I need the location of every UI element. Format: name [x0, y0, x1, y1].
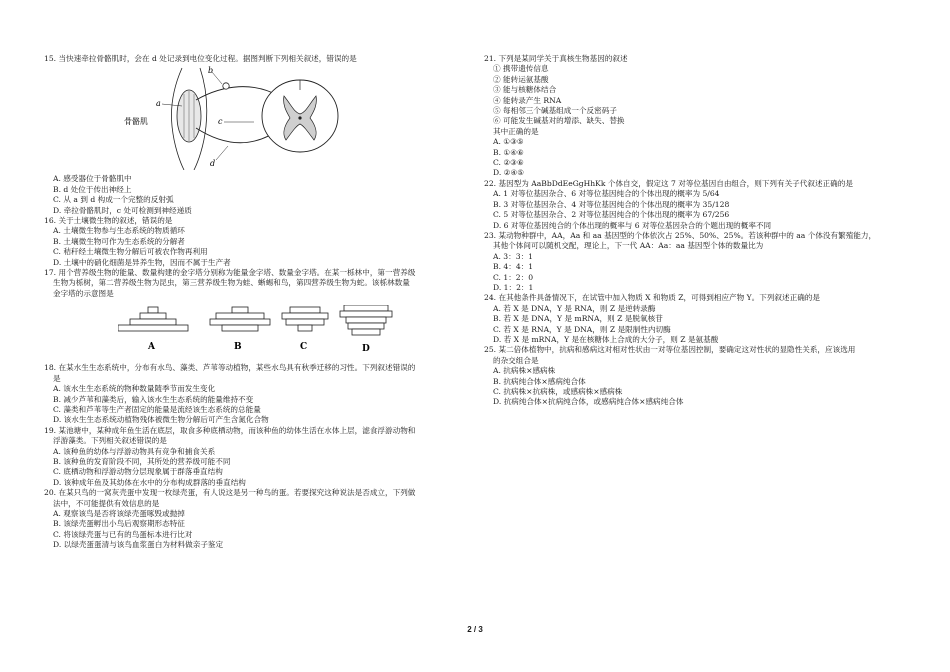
q16-option-b: B. 土壤微生物可作为生态系统的分解者 — [53, 236, 185, 246]
label-b: b — [208, 66, 214, 76]
question-24-stem: 24. 在其他条件具备情况下，在试管中加入物质 X 和物质 Z，可得到相应产物 Y。下列叙述正确的是 — [484, 293, 820, 303]
question-19 — [44, 426, 449, 488]
q25-option-a: A. 抗病株×感病株 — [493, 366, 556, 376]
question-18-stem-line-1: 18. 在某水生生态系统中，分布有水鸟、藻类、芦苇等动植物，某些水鸟具有秋季迁移的习性。下列叙述错误的 — [44, 363, 416, 373]
q24-option-c: C. 若 X 是 RNA，Y 是 DNA，则 Z 是限制性内切酶 — [493, 324, 671, 334]
label-d: d — [210, 159, 216, 169]
q21-statement-4: ④ 能转录产生 RNA — [493, 95, 562, 105]
q21-statement-5: ⑤ 每相邻三个碱基组成一个反密码子 — [493, 106, 617, 116]
q21-statement-6: ⑥ 可能发生碱基对的增添、缺失、替换 — [493, 116, 625, 126]
question-17-stem-line-2: 生物为栎树，第二营养级生物为昆虫，第三营养级生物为蛙、蜥蜴和鸟，第四营养级生物为蛇。该栎林数量 — [53, 278, 410, 288]
q22-option-b: B. 3 对等位基因杂合、4 对等位基因纯合的个体出现的概率为 35/128 — [493, 199, 730, 209]
ganglion-shape — [223, 83, 229, 89]
left-column — [44, 54, 449, 551]
q19-option-b: B. 该种鱼的发育阶段不同，其所处的营养级可能不同 — [53, 456, 231, 466]
pyramid-label-a: A — [148, 342, 155, 353]
pyramid-options-figure — [118, 305, 449, 355]
question-23-stem-line-2: 其他个体间可以随机交配，理论上，下一代 AA：Aa：aa 基因型个体的数量比为 — [493, 241, 764, 251]
question-15-stem: 15. 当快速牵拉骨骼肌时，会在 d 处记录到电位变化过程。据图判断下列相关叙述，错误的是 — [44, 54, 357, 63]
q20-option-b: B. 该绿壳蛋孵出小鸟后观察期形态特征 — [53, 519, 185, 529]
reflex-arc-figure — [104, 66, 449, 170]
q15-option-c: C. 从 a 到 d 构成一个完整的反射弧 — [53, 195, 174, 205]
pyramid-d — [340, 305, 392, 335]
pyramid-diagrams — [118, 305, 398, 355]
q21-statement-3: ③ 能与核糖体结合 — [493, 85, 557, 95]
q22-option-a: A. 1 对等位基因杂合、6 对等位基因纯合的个体出现的概率为 5/64 — [493, 189, 720, 199]
q19-option-d: D. 该种成年鱼及其幼体在水中的分布构成群落的垂直结构 — [53, 477, 246, 487]
q25-option-d: D. 抗病纯合体×抗病纯合体，或感病纯合体×感病纯合体 — [493, 397, 684, 407]
question-18-stem-line-2: 是 — [53, 373, 61, 383]
q18-option-d: D. 该水生生态系统动植物残体被微生物分解后可产生含氮化合物 — [53, 415, 269, 425]
q18-option-c: C. 藻类和芦苇等生产者固定的能量是流经该生态系统的总能量 — [53, 404, 261, 414]
q25-option-c: C. 抗病株×抗病株，或感病株×感病株 — [493, 387, 623, 396]
q22-option-c: C. 5 对等位基因杂合、2 对等位基因纯合的个体出现的概率为 67/256 — [493, 210, 730, 220]
q21-statement-2: ② 能转运氨基酸 — [493, 74, 549, 84]
q19-option-a: A. 该种鱼的幼体与浮游动物具有竞争和捕食关系 — [53, 446, 216, 456]
q25-option-b: B. 抗病纯合体×感病纯合体 — [493, 376, 586, 386]
question-20-stem-line-2: 法中，不可能提供有效信息的是 — [53, 498, 160, 508]
question-15 — [44, 54, 449, 216]
q18-option-b: B. 减少芦苇和藻类后，输入该水生生态系统的能量维持不变 — [53, 394, 254, 404]
question-21 — [484, 54, 904, 179]
q16-option-d: D. 土壤中的硝化细菌是异养生物，因而不属于生产者 — [53, 257, 231, 267]
question-17-stem-line-3: 金字塔的示意图是 — [53, 288, 114, 298]
q21-lead: 其中正确的是 — [493, 126, 539, 136]
question-18 — [44, 363, 449, 425]
pyramid-b — [210, 307, 270, 331]
q23-option-b: B. 4：4：1 — [493, 262, 534, 272]
question-21-stem: 21. 下列是某同学关于真核生物基因的叙述 — [484, 54, 628, 63]
question-20-stem-line-1: 20. 在某只鸟的一窝灰壳蛋中发现一枚绿壳蛋，有人说这是另一种鸟的蛋。若要探究这种说法是否成立，下列做 — [44, 488, 416, 498]
question-25 — [484, 345, 904, 407]
question-22-stem: 22. 基因型为 AaBbDdEeGgHhKk 个体自交，假定这 7 对等位基因自由组合，则下列有关子代叙述正确的是 — [484, 178, 853, 188]
q22-option-d: D. 6 对等位基因纯合的个体出现的概率与 6 对等位基因杂合的个题出现的概率不同 — [493, 220, 772, 230]
q24-option-b: B. 若 X 是 DNA，Y 是 mRNA，则 Z 是脱氧核苷 — [493, 314, 663, 324]
question-25-stem-line-1: 25. 某二倍体植物中，抗病和感病这对相对性状由一对等位基因控制，要确定这对性状的显隐性关系，应该选用 — [484, 345, 856, 355]
q20-option-a: A. 观察该鸟是否将该绿壳蛋啄毁或抛掉 — [53, 508, 185, 518]
q23-option-d: D. 1：2：1 — [493, 282, 534, 292]
label-muscle: 骨骼肌 — [124, 117, 148, 127]
question-25-stem-line-2: 的杂交组合是 — [493, 355, 539, 365]
label-a: a — [156, 99, 161, 109]
skeletal-muscle-shape — [171, 68, 206, 170]
pyramid-label-b: B — [234, 342, 242, 353]
q21-statement-1: ① 携带遗传信息 — [493, 64, 549, 74]
question-17-stem-line-1: 17. 用个营养级生物的能量、数量构建的金字塔分别称为能量金字塔、数量金字塔。在某一栎林中，第一营养级 — [44, 268, 416, 278]
q24-option-d: D. 若 X 是 mRNA，Y 是在核糖体上合成的大分子，则 Z 是氨基酸 — [493, 334, 719, 344]
pyramid-a — [118, 307, 188, 331]
pyramid-label-d: D — [362, 344, 370, 355]
label-c: c — [218, 117, 223, 127]
question-16 — [44, 216, 449, 268]
q21-option-c: C. ②③⑥ — [493, 158, 524, 168]
question-23 — [484, 231, 904, 293]
q16-option-c: C. 秸秆经土壤微生物分解后可被农作物再利用 — [53, 247, 208, 257]
question-20 — [44, 488, 449, 550]
question-17 — [44, 268, 449, 355]
q21-option-a: A. ①③⑤ — [493, 137, 524, 147]
question-16-stem: 16. 关于土壤微生物的叙述，错误的是 — [44, 216, 173, 226]
spinal-cord-shape — [262, 80, 338, 152]
q20-option-c: C. 将该绿壳蛋与已有的鸟蛋标本进行比对 — [53, 529, 193, 539]
question-23-stem-line-1: 23. 某动物种群中，AA，Aa 和 aa 基因型的个体依次占 25%、50%、25%。若该种群中的 aa 个体没有繁殖能力， — [484, 230, 877, 240]
pyramid-label-c: C — [300, 342, 308, 353]
q16-option-a: A. 土壤微生物参与生态系统的物质循环 — [53, 226, 185, 236]
reflex-arc-diagram — [104, 66, 344, 170]
q21-option-d: D. ②④⑤ — [493, 168, 525, 178]
q15-option-b: B. d 处位于传出神经上 — [53, 184, 132, 194]
right-column — [484, 54, 904, 408]
page-number: 2 / 3 — [467, 625, 483, 634]
question-24 — [484, 293, 904, 345]
q15-option-a: A. 感受器位于骨骼肌中 — [53, 174, 132, 184]
question-19-stem-line-2: 浮游藻类。下列相关叙述错误的是 — [53, 436, 167, 446]
q20-option-d: D. 以绿壳蛋蛋清与该鸟血浆蛋白为材料做亲子鉴定 — [53, 540, 224, 550]
q19-option-c: C. 底栖动物和浮游动物分层现象属于群落垂直结构 — [53, 467, 223, 477]
pyramid-c — [282, 307, 328, 331]
q18-option-a: A. 该水生生态系统的物种数量随季节而发生变化 — [53, 384, 216, 394]
q23-option-a: A. 3：3：1 — [493, 251, 533, 261]
question-19-stem-line-1: 19. 某池塘中，某种成年鱼生活在底层，取食多种底栖动物，而该种鱼的幼体生活在水体上层，滤食浮游动物和 — [44, 425, 416, 435]
question-22 — [484, 179, 904, 231]
q23-option-c: C. 1：2：0 — [493, 272, 534, 282]
q15-option-d: D. 牵拉骨骼肌时，c 处可检测到神经递质 — [53, 205, 192, 215]
q24-option-a: A. 若 X 是 DNA，Y 是 RNA，则 Z 是逆转录酶 — [493, 303, 656, 313]
q21-option-b: B. ①④⑥ — [493, 147, 524, 157]
